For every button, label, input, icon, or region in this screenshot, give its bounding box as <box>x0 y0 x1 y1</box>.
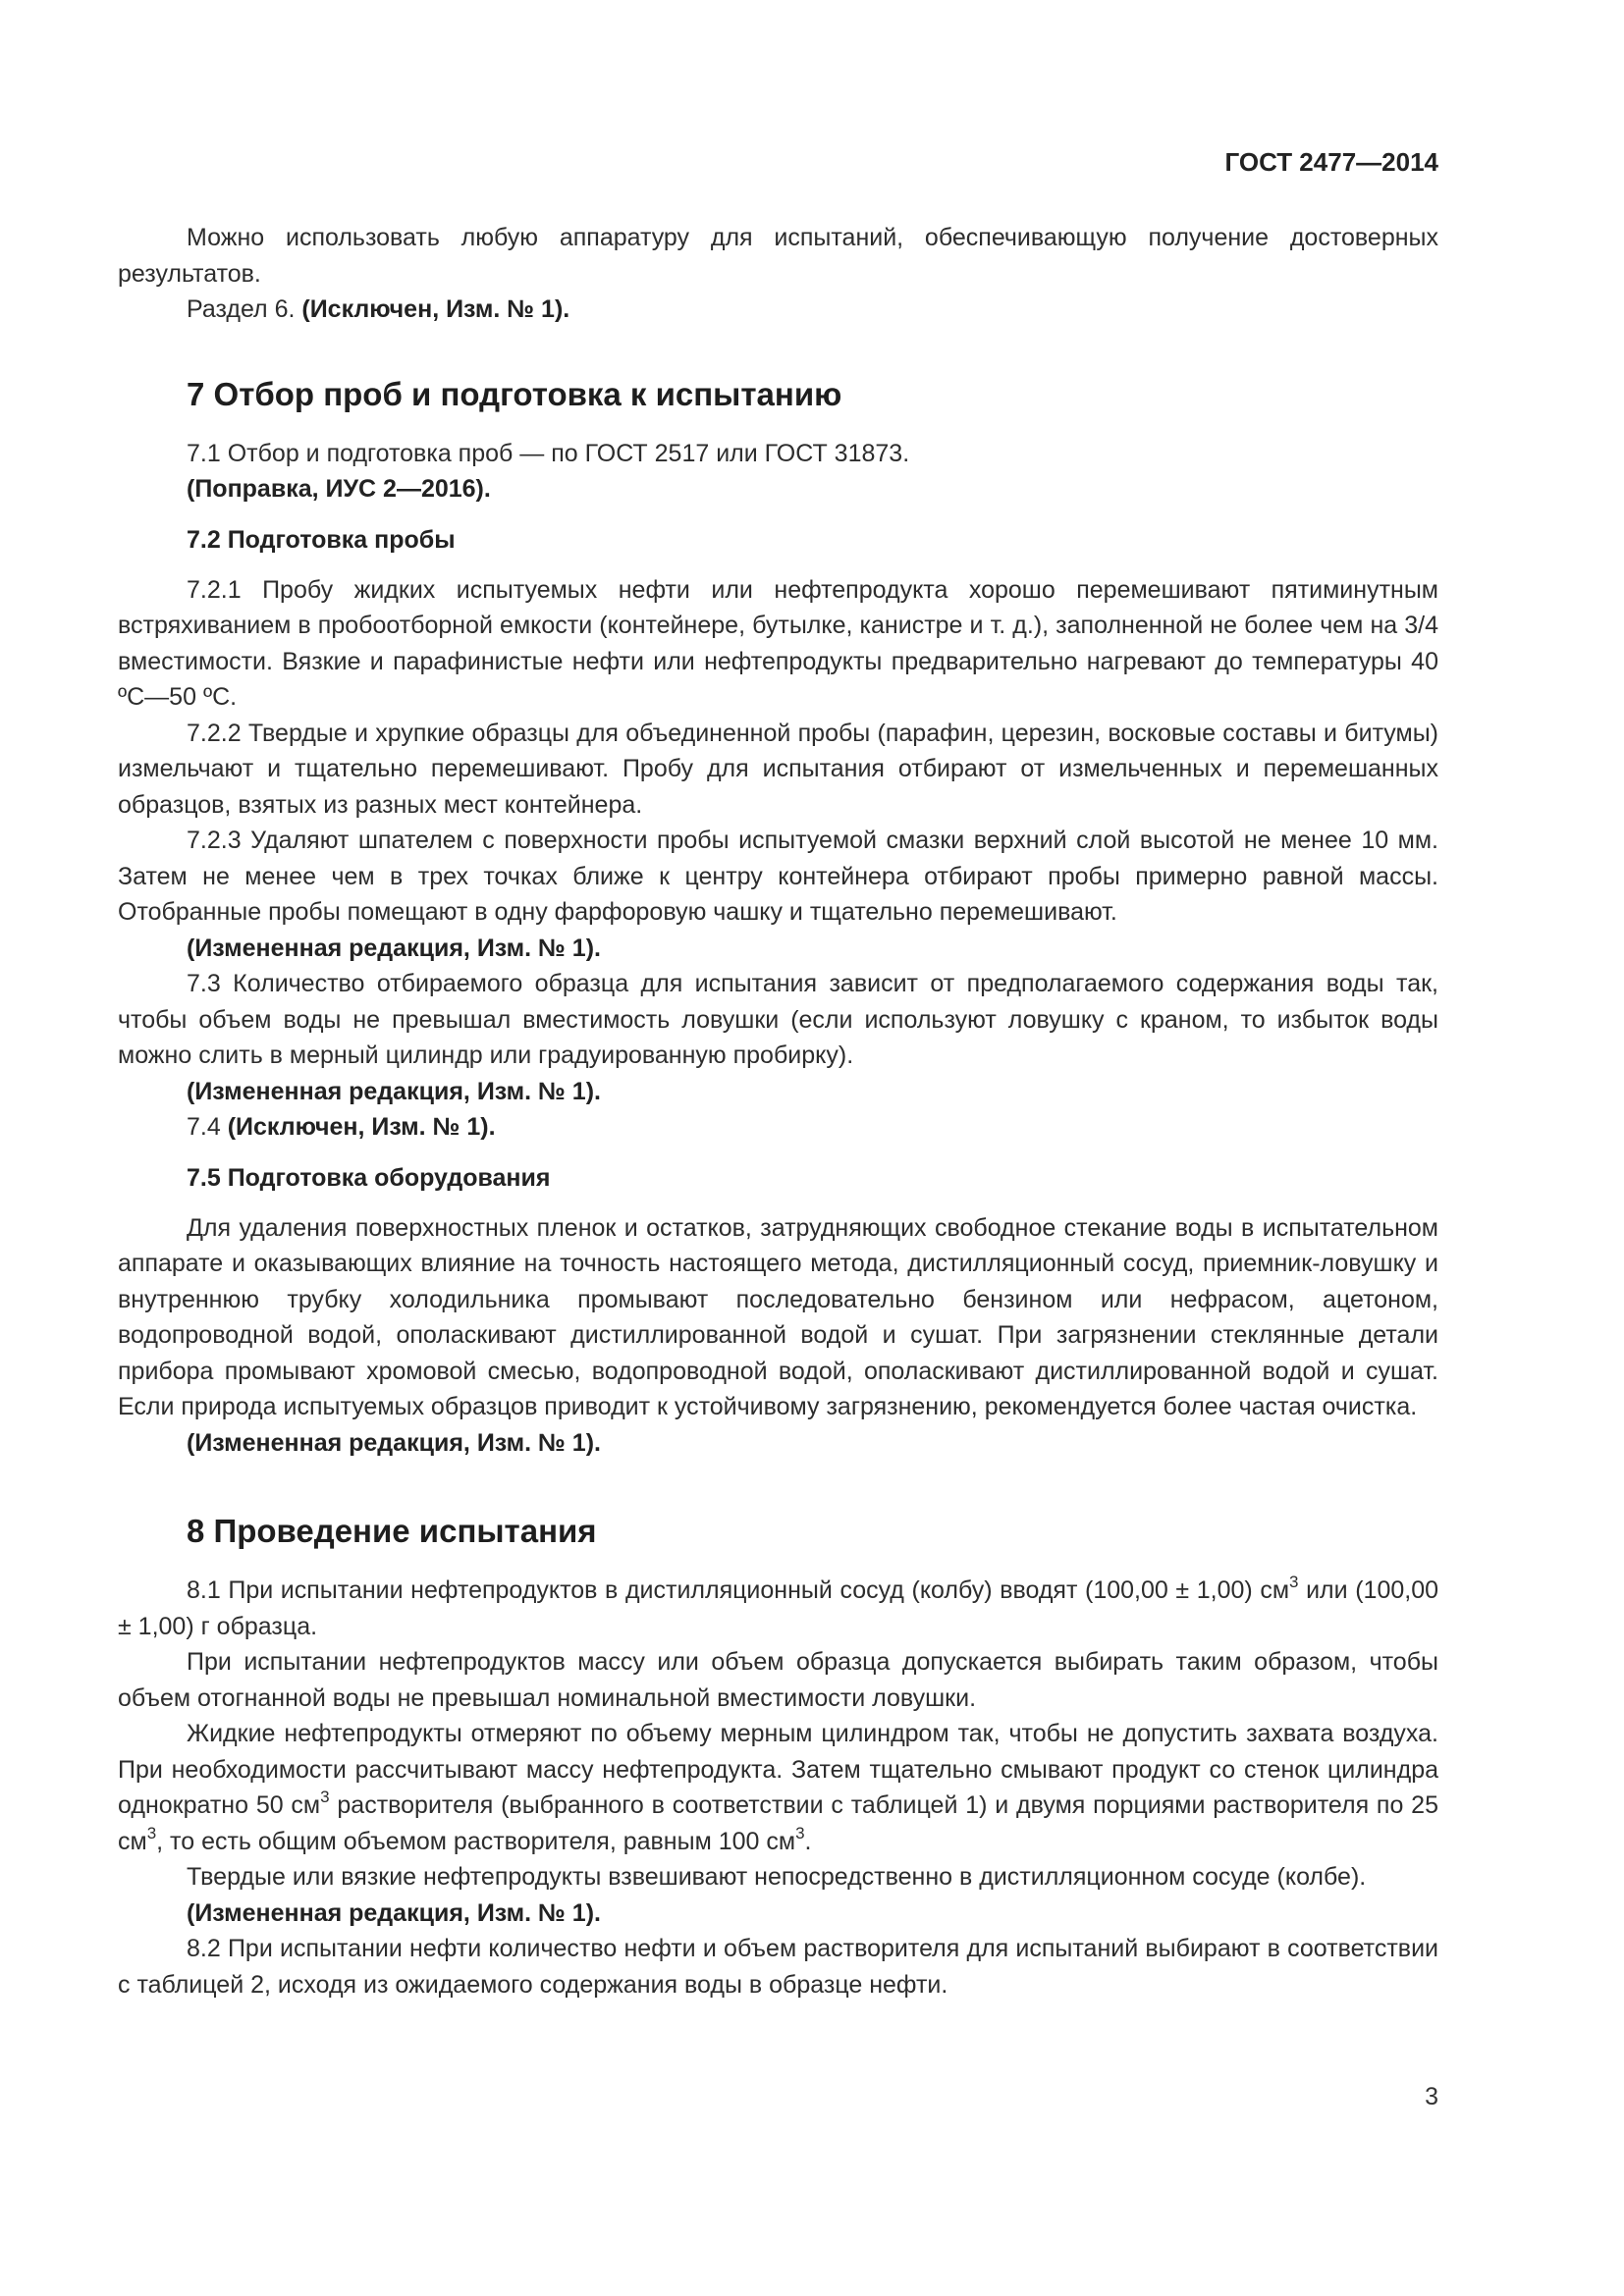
superscript-3: 3 <box>1289 1573 1299 1591</box>
paragraph-8-1 <box>118 1573 1438 1644</box>
document-page <box>118 0 1438 2296</box>
paragraph-7-5: Для удаления поверхностных пленок и остатков, затрудняющих свободное стекание воды в испытательном аппарате и оказывающих влияние на точность настоящего метода, дистилляционный сосуд, приемник-ловушку и внутреннюю трубку холодильника промывают последовательно бензином или нефрасом, ацетоном, водопроводной водой, ополаскивают дистиллированной водой и сушат. При загрязнении стеклянные детали прибора промывают хромовой смесью, водопроводной водой, ополаскивают дистиллированной водой и сушат. Если природа испытуемых образцов приводит к устойчивому загрязнению, рекомендуется более частая очистка. <box>118 1213 1438 1420</box>
superscript-3: 3 <box>146 1823 157 1842</box>
section6-note: (Исключен, Изм. № 1). <box>301 295 570 323</box>
paragraph-7-3-note: (Измененная редакция, Изм. № 1). <box>187 1077 601 1105</box>
paragraph-8-1-note: (Измененная редакция, Изм. № 1). <box>187 1898 601 1927</box>
paragraph-8-1-fourth: Твердые или вязкие нефтепродукты взвешивают непосредственно в дистилляционном сосуде (колбе). <box>187 1863 1367 1891</box>
paragraph-7-2-3-note: (Измененная редакция, Изм. № 1). <box>187 934 601 962</box>
subsection-7-2-title: 7.2 Подготовка пробы <box>187 525 456 554</box>
intro-paragraph: Можно использовать любую аппаратуру для испытаний, обеспечивающую получение достоверных результатов. <box>118 224 1438 288</box>
page-number: 3 <box>1425 2083 1438 2110</box>
paragraph-7-2-3: 7.2.3 Удаляют шпателем с поверхности пробы испытуемой смазки верхний слой высотой не менее 10 мм. Затем не менее чем в трех точках ближе к центру контейнера отбирают пробы примерно равной массы. Отобранные пробы помещают в одну фарфоровую чашку и тщательно перемешивают. <box>118 827 1438 926</box>
paragraph-7-4-prefix: 7.4 <box>187 1113 228 1141</box>
paragraph-8-1-third-part-a: Жидкие нефтепродукты отмеряют по объему мерным цилиндром так, чтобы не допустить захвата воздуха. При необходимости рассчитывают массу нефтепродукта. Затем тщательно смывают продукт со стенок цилиндра однократно 50 см <box>118 1720 1438 1819</box>
section6-prefix: Раздел 6. <box>187 295 302 323</box>
paragraph-8-1-third-part-c: , то есть общим объемом растворителя, равным 100 см <box>156 1827 796 1855</box>
paragraph-8-1-second: При испытании нефтепродуктов массу или объем образца допускается выбирать таким образом, чтобы объем отогнанной воды не превышал номинальной вместимости ловушки. <box>118 1648 1438 1712</box>
paragraph-7-4-note: (Исключен, Изм. № 1). <box>227 1113 496 1141</box>
paragraph-7-1-note: (Поправка, ИУС 2—2016). <box>187 475 491 503</box>
section7-title: 7 Отбор проб и подготовка к испытанию <box>187 375 842 412</box>
paragraph-8-1-part-b: или (100,00 ± 1,00) г образца. <box>118 1576 1439 1640</box>
paragraph-7-2-1: 7.2.1 Пробу жидких испытуемых нефти или нефтепродукта хорошо перемешивают пятиминутным встряхиванием в пробоотборной емкости (контейнере, бутылке, канистре и т. д.), заполненной не более чем на 3/4 вместимости. Вязкие и парафинистые нефти или нефтепродукты предварительно нагревают до температуры 40 ºС—50 ºС. <box>118 575 1438 711</box>
subsection-7-5-title: 7.5 Подготовка оборудования <box>187 1163 551 1192</box>
document-body <box>118 220 1438 2002</box>
paragraph-7-2-2: 7.2.2 Твердые и хрупкие образцы для объединенной пробы (парафин, церезин, восковые составы и битумы) измельчают и тщательно перемешивают. Пробу для испытания отбирают от измельченных и перемешанных образцов, взятых из разных мест контейнера. <box>118 719 1438 819</box>
section8-title: 8 Проведение испытания <box>187 1513 597 1549</box>
paragraph-8-1-part-a: 8.1 При испытании нефтепродуктов в дистилляционный сосуд (колбу) вводят (100,00 ± 1,00) см <box>187 1576 1290 1604</box>
paragraph-8-1-third-part-d: . <box>804 1827 812 1855</box>
paragraph-7-3: 7.3 Количество отбираемого образца для испытания зависит от предполагаемого содержания воды так, чтобы объем воды не превышал вместимость ловушки (если используют ловушку с краном, то избыток воды можно слить в мерный цилиндр или градуированную пробирку). <box>118 970 1438 1069</box>
section6-paragraph <box>118 292 1438 328</box>
paragraph-8-1-third-part-b: растворителя (выбранного в соответствии с таблицей 1) и двумя порциями растворителя по 25 см <box>118 1791 1438 1855</box>
document-code-header: ГОСТ 2477—2014 <box>1224 147 1438 177</box>
paragraph-7-1: 7.1 Отбор и подготовка проб — по ГОСТ 2517 или ГОСТ 31873. <box>187 439 910 467</box>
paragraph-8-1-third <box>118 1716 1438 1859</box>
paragraph-7-4 <box>118 1109 1438 1146</box>
paragraph-7-5-note: (Измененная редакция, Изм. № 1). <box>187 1428 601 1457</box>
superscript-3: 3 <box>320 1788 330 1806</box>
superscript-3: 3 <box>795 1823 805 1842</box>
paragraph-8-2: 8.2 При испытании нефти количество нефти и объем растворителя для испытаний выбирают в соответствии с таблицей 2, исходя из ожидаемого содержания воды в образце нефти. <box>118 1935 1438 1999</box>
